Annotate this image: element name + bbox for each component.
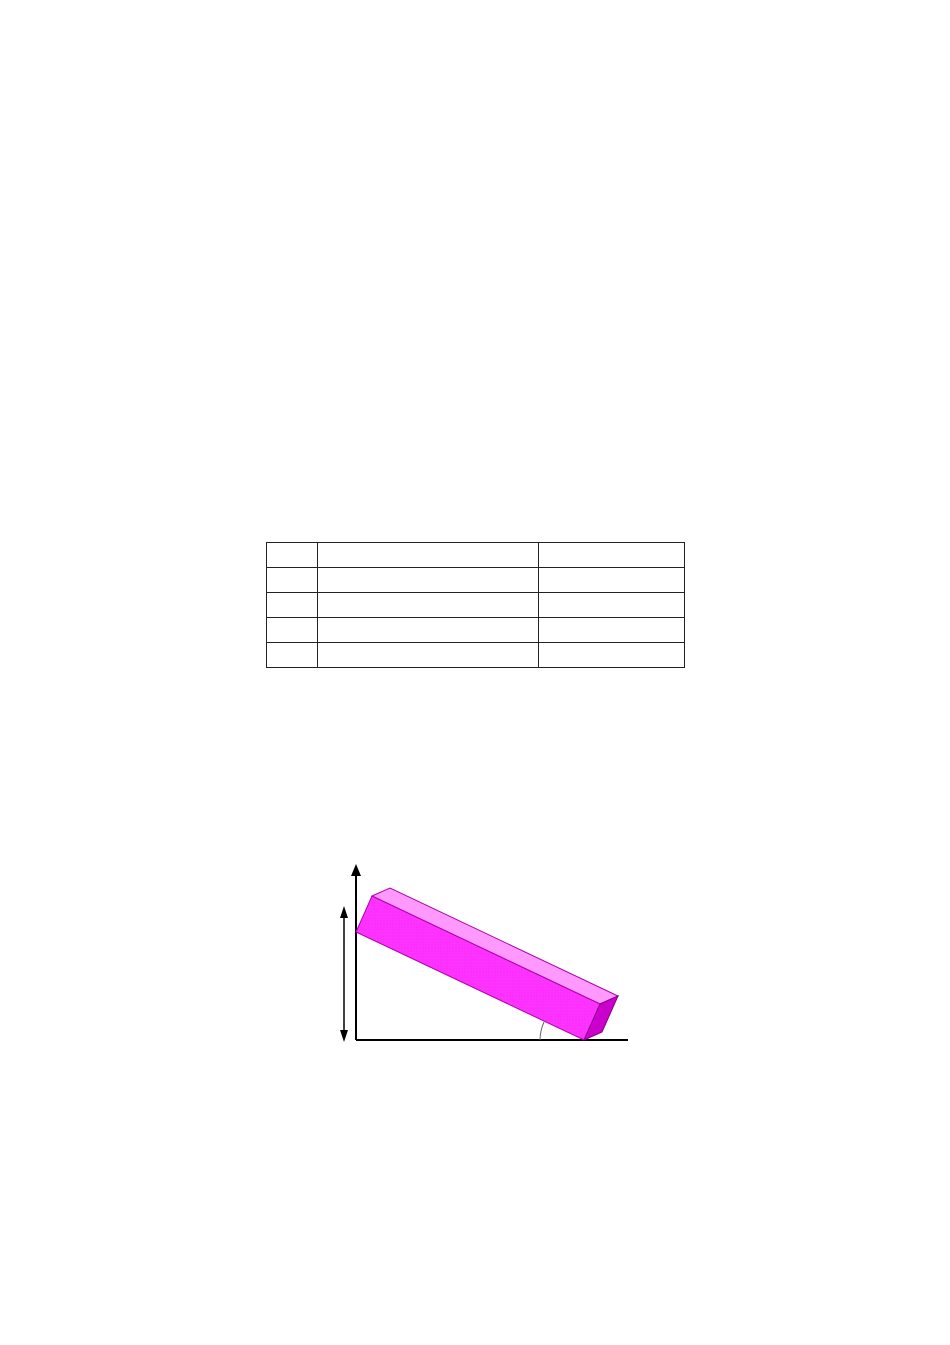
table-header [267,543,318,568]
table-cell [318,643,539,668]
table-cell [267,643,318,668]
table-cell [318,593,539,618]
chapter-heading [0,226,950,250]
well-pressure-table [266,542,685,668]
table-cell [539,643,685,668]
table-row [267,568,685,593]
height-arrow-top [340,906,348,918]
table-row [267,643,685,668]
table-cell [267,593,318,618]
vertical-axis-arrow [351,864,361,876]
angle-arc [540,1022,544,1040]
table-cell [318,568,539,593]
table-cell [267,568,318,593]
table-header [318,543,539,568]
table-row [267,593,685,618]
table-cell [539,568,685,593]
core-front-face [356,896,600,1040]
table-cell [267,618,318,643]
table-header [539,543,685,568]
inclined-core-figure [320,860,630,1050]
table-header-row [267,543,685,568]
table-row [267,618,685,643]
table-cell [539,618,685,643]
table-cell [539,593,685,618]
height-arrow-bottom [340,1030,348,1042]
table-cell [318,618,539,643]
